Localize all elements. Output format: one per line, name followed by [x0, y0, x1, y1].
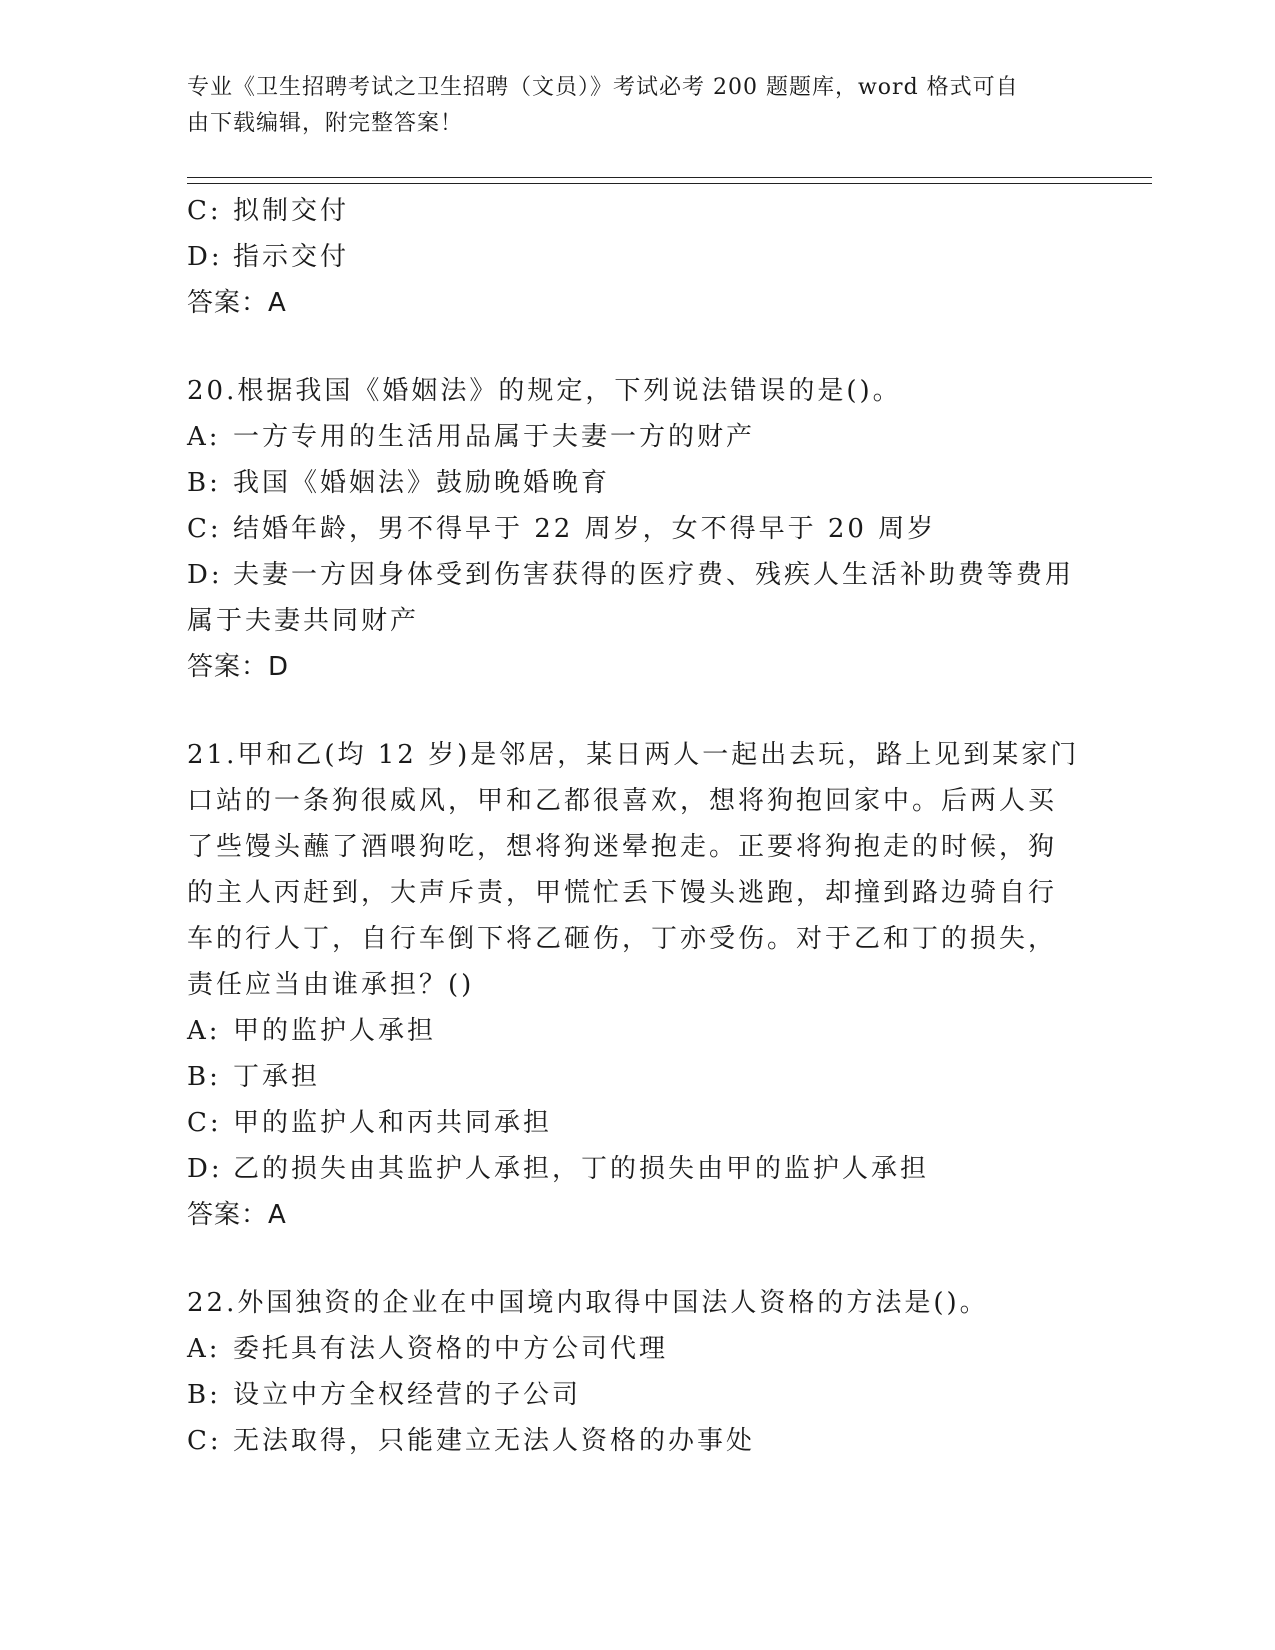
question-21	[187, 732, 1080, 1238]
question-stem-line: 口站的一条狗很威风，甲和乙都很喜欢，想将狗抱回家中。后两人买	[187, 786, 1058, 816]
option-c	[187, 1100, 1067, 1146]
option-text: 甲的监护人和丙共同承担	[233, 1108, 553, 1138]
question-list	[187, 188, 1080, 1464]
option-d	[187, 234, 1067, 280]
option-letter: D:	[187, 242, 223, 272]
option-letter: A:	[187, 1016, 221, 1046]
option-a	[187, 1326, 1067, 1372]
option-letter: C:	[187, 1108, 222, 1138]
spacer	[187, 690, 1067, 732]
option-letter: A:	[187, 1334, 221, 1364]
option-letter: C:	[187, 196, 222, 226]
option-c	[187, 188, 1067, 234]
option-text: 指示交付	[233, 242, 350, 272]
option-b	[187, 460, 1067, 506]
option-a	[187, 1008, 1067, 1054]
question-20	[187, 368, 1075, 690]
option-text: 一方专用的生活用品属于夫妻一方的财产	[233, 422, 756, 452]
option-b	[187, 1054, 1067, 1100]
question-stem-line: 责任应当由谁承担？()	[187, 970, 475, 1000]
option-letter: C:	[187, 1426, 222, 1456]
option-text: 甲的监护人承担	[233, 1016, 437, 1046]
header-line-2: 由下载编辑，附完整答案！	[187, 111, 464, 136]
option-b	[187, 1372, 1067, 1418]
option-c	[187, 506, 1067, 552]
option-letter: A:	[187, 422, 221, 452]
header-divider-top	[187, 177, 1152, 178]
option-letter: C:	[187, 514, 222, 544]
question-stem: 20.根据我国《婚姻法》的规定，下列说法错误的是()。	[187, 376, 902, 406]
option-letter: B:	[187, 1062, 221, 1092]
question-22	[187, 1280, 1067, 1464]
option-text: 丁承担	[233, 1062, 321, 1092]
option-a	[187, 414, 1067, 460]
spacer	[187, 326, 1067, 368]
header-divider-bottom	[187, 183, 1152, 184]
question-stem: 22.外国独资的企业在中国境内取得中国法人资格的方法是()。	[187, 1288, 989, 1318]
option-text: 无法取得，只能建立无法人资格的办事处	[233, 1426, 756, 1456]
spacer	[187, 1238, 1067, 1280]
option-letter: B:	[187, 1380, 221, 1410]
question-19	[187, 188, 1067, 326]
document-header	[187, 70, 1067, 142]
option-letter: D:	[187, 1154, 223, 1184]
question-stem-line: 21.甲和乙(均 12 岁)是邻居，某日两人一起出去玩，路上见到某家门	[187, 740, 1080, 770]
question-stem-line: 的主人丙赶到，大声斥责，甲慌忙丢下馒头逃跑，却撞到路边骑自行	[187, 878, 1058, 908]
option-d	[187, 1146, 1067, 1192]
option-text: 夫妻一方因身体受到伤害获得的医疗费、残疾人生活补助费等费用	[233, 560, 1075, 590]
question-stem-line: 了些馒头蘸了酒喂狗吃，想将狗迷晕抱走。正要将狗抱走的时候，狗	[187, 832, 1058, 862]
option-text: 委托具有法人资格的中方公司代理	[233, 1334, 669, 1364]
question-stem-line: 车的行人丁，自行车倒下将乙砸伤，丁亦受伤。对于乙和丁的损失，	[187, 924, 1058, 954]
answer-line: 答案：A	[187, 288, 287, 318]
option-text: 乙的损失由其监护人承担，丁的损失由甲的监护人承担	[233, 1154, 930, 1184]
option-text: 我国《婚姻法》鼓励晚婚晚育	[233, 468, 611, 498]
option-d-continuation: 属于夫妻共同财产	[187, 606, 420, 636]
option-text: 结婚年龄，男不得早于 22 周岁，女不得早于 20 周岁	[233, 514, 937, 544]
option-d	[187, 552, 1075, 598]
header-line-1: 专业《卫生招聘考试之卫生招聘（文员）》考试必考 200 题题库，word 格式可自	[187, 75, 1019, 100]
option-text: 设立中方全权经营的子公司	[233, 1380, 582, 1410]
answer-line: 答案：D	[187, 652, 290, 682]
option-letter: D:	[187, 560, 223, 590]
option-text: 拟制交付	[233, 196, 350, 226]
option-c	[187, 1418, 1067, 1464]
answer-line: 答案：A	[187, 1200, 287, 1230]
option-letter: B:	[187, 468, 221, 498]
